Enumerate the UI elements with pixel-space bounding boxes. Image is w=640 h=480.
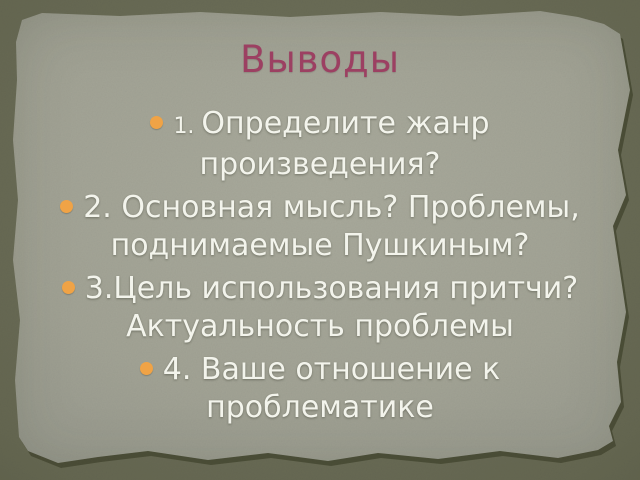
slide-title: Выводы xyxy=(240,38,400,81)
item-text: проблематике xyxy=(206,390,434,425)
item-number: 1. xyxy=(173,114,202,139)
item-text: Определите жанр xyxy=(201,106,490,141)
item-text: поднимаемые Пушкиным? xyxy=(110,228,530,263)
item-text: Ваше отношение к xyxy=(200,352,501,387)
list-item xyxy=(14,105,626,184)
item-text: Основная мысль? Проблемы, xyxy=(121,190,580,225)
list-item xyxy=(14,189,626,265)
item-number: 3. xyxy=(84,271,114,306)
bullet-list xyxy=(0,105,640,427)
bullet-icon xyxy=(150,116,163,129)
list-item xyxy=(14,351,626,427)
item-text: произведения? xyxy=(199,147,441,182)
bullet-icon xyxy=(60,200,73,213)
item-number: 2. xyxy=(83,190,122,225)
bullet-icon xyxy=(62,281,75,294)
item-text: Цель использования притчи? xyxy=(113,271,579,306)
item-number: 4. xyxy=(162,352,201,387)
item-text: Актуальность проблемы xyxy=(126,309,514,344)
bullet-icon xyxy=(140,362,153,375)
list-item xyxy=(14,270,626,346)
